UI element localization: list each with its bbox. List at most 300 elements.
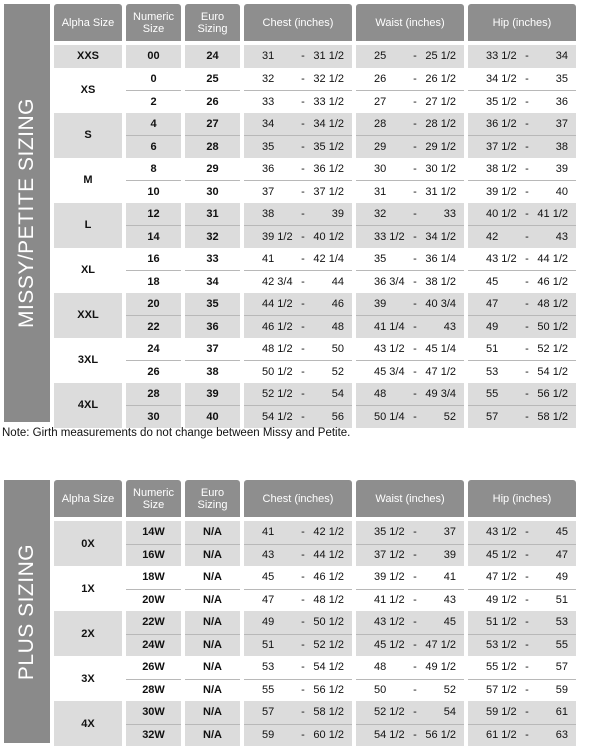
range-dash: - [408, 388, 422, 400]
size-group [244, 566, 352, 611]
waist-max: 28 1/2 [422, 118, 464, 130]
size-group [468, 293, 576, 338]
chest-max: 42 1/4 [310, 253, 352, 265]
waist-min: 31 [356, 186, 408, 198]
size-group [126, 383, 181, 428]
size-group [54, 113, 122, 158]
chest-range [244, 544, 352, 567]
size-group [126, 338, 181, 383]
hip-min: 51 1/2 [468, 616, 520, 628]
waist-min: 35 [356, 253, 408, 265]
hip-min: 38 1/2 [468, 163, 520, 175]
euro-size-cell: 35 [185, 293, 240, 316]
waist-range [356, 589, 464, 612]
range-dash: - [520, 639, 534, 651]
range-dash: - [408, 639, 422, 651]
chest-range [244, 521, 352, 544]
range-dash: - [520, 706, 534, 718]
hip-range [468, 589, 576, 612]
range-dash: - [520, 163, 534, 175]
range-dash: - [296, 253, 310, 265]
waist-range [356, 113, 464, 136]
chest-range [244, 589, 352, 612]
header-alpha: Alpha Size [54, 4, 122, 41]
euro-size-cell: 34 [185, 270, 240, 293]
range-dash: - [296, 684, 310, 696]
euro-size-cell: 31 [185, 203, 240, 226]
waist-range [356, 248, 464, 271]
hip-max: 39 [534, 163, 576, 175]
hip-max: 49 [534, 571, 576, 583]
hip-range [468, 405, 576, 428]
alpha-size-cell: S [54, 113, 122, 158]
chest-max: 36 1/2 [310, 163, 352, 175]
hip-min: 39 1/2 [468, 186, 520, 198]
waist-max: 37 [422, 526, 464, 538]
chest-max: 56 [310, 411, 352, 423]
size-group [185, 656, 240, 701]
size-group [468, 203, 576, 248]
euro-size-cell: 30 [185, 180, 240, 203]
chest-min: 35 [244, 141, 296, 153]
size-group [185, 293, 240, 338]
euro-size-cell: 33 [185, 248, 240, 271]
size-group [244, 248, 352, 293]
waist-range [356, 90, 464, 113]
hip-max: 56 1/2 [534, 388, 576, 400]
waist-max: 54 [422, 706, 464, 718]
size-group [356, 158, 464, 203]
range-dash: - [408, 231, 422, 243]
size-group [54, 383, 122, 428]
range-dash: - [520, 321, 534, 333]
waist-max: 39 [422, 549, 464, 561]
waist-range [356, 158, 464, 181]
hip-range [468, 701, 576, 724]
range-dash: - [520, 594, 534, 606]
waist-range [356, 225, 464, 248]
range-dash: - [520, 661, 534, 673]
numeric-size-cell: 8 [126, 158, 181, 181]
size-group [468, 68, 576, 113]
euro-size-cell: N/A [185, 679, 240, 702]
chest-min: 33 [244, 96, 296, 108]
range-dash: - [408, 50, 422, 62]
range-dash: - [296, 73, 310, 85]
hip-range [468, 113, 576, 136]
chest-range [244, 135, 352, 158]
euro-size-cell: N/A [185, 521, 240, 544]
size-group [126, 521, 181, 566]
range-dash: - [408, 684, 422, 696]
hip-max: 34 [534, 50, 576, 62]
chest-range [244, 360, 352, 383]
waist-min: 45 3/4 [356, 366, 408, 378]
waist-range [356, 634, 464, 657]
size-group [356, 566, 464, 611]
range-dash: - [296, 118, 310, 130]
size-group [468, 521, 576, 566]
numeric-size-cell: 30 [126, 405, 181, 428]
euro-size-cell: 29 [185, 158, 240, 181]
hip-range [468, 611, 576, 634]
chest-range [244, 383, 352, 406]
range-dash: - [408, 276, 422, 288]
chest-min: 44 1/2 [244, 298, 296, 310]
waist-min: 43 1/2 [356, 343, 408, 355]
chest-max: 46 [310, 298, 352, 310]
range-dash: - [520, 684, 534, 696]
hip-max: 63 [534, 729, 576, 741]
range-dash: - [296, 96, 310, 108]
alpha-size-cell: M [54, 158, 122, 203]
numeric-size-cell: 14 [126, 225, 181, 248]
range-dash: - [520, 141, 534, 153]
size-group [356, 383, 464, 428]
size-group [356, 656, 464, 701]
range-dash: - [296, 526, 310, 538]
range-dash: - [520, 50, 534, 62]
chest-max: 54 [310, 388, 352, 400]
hip-max: 58 1/2 [534, 411, 576, 423]
range-dash: - [520, 253, 534, 265]
size-group [185, 203, 240, 248]
hip-max: 50 1/2 [534, 321, 576, 333]
range-dash: - [408, 73, 422, 85]
girth-note: Note: Girth measurements do not change between Missy and Petite. [2, 427, 350, 439]
chest-min: 41 [244, 253, 296, 265]
range-dash: - [520, 366, 534, 378]
size-group [468, 45, 576, 68]
waist-max: 29 1/2 [422, 141, 464, 153]
chest-range [244, 45, 352, 68]
chest-max: 32 1/2 [310, 73, 352, 85]
waist-range [356, 180, 464, 203]
chest-min: 59 [244, 729, 296, 741]
chest-min: 49 [244, 616, 296, 628]
euro-size-cell: N/A [185, 656, 240, 679]
size-group [126, 701, 181, 746]
column-chest [244, 45, 352, 428]
waist-min: 50 [356, 684, 408, 696]
chest-range [244, 701, 352, 724]
waist-max: 43 [422, 321, 464, 333]
hip-min: 55 1/2 [468, 661, 520, 673]
size-grid [50, 4, 576, 428]
hip-range [468, 293, 576, 316]
hip-min: 34 1/2 [468, 73, 520, 85]
waist-range [356, 521, 464, 544]
size-group [356, 45, 464, 68]
numeric-size-cell: 00 [126, 45, 181, 68]
hip-range [468, 225, 576, 248]
hip-max: 37 [534, 118, 576, 130]
column-alpha [54, 521, 122, 746]
euro-size-cell: 36 [185, 315, 240, 338]
waist-range [356, 701, 464, 724]
size-group [54, 521, 122, 566]
range-dash: - [408, 208, 422, 220]
range-dash: - [296, 186, 310, 198]
size-group [126, 113, 181, 158]
chest-range [244, 293, 352, 316]
waist-min: 41 1/4 [356, 321, 408, 333]
hip-range [468, 180, 576, 203]
euro-size-cell: N/A [185, 566, 240, 589]
size-group [185, 611, 240, 656]
size-group [54, 656, 122, 701]
column-hip [468, 521, 576, 746]
range-dash: - [408, 729, 422, 741]
size-group [356, 611, 464, 656]
range-dash: - [408, 96, 422, 108]
waist-max: 49 1/2 [422, 661, 464, 673]
size-group [244, 383, 352, 428]
waist-max: 26 1/2 [422, 73, 464, 85]
size-group [356, 293, 464, 338]
hip-min: 57 [468, 411, 520, 423]
numeric-size-cell: 22W [126, 611, 181, 634]
hip-min: 35 1/2 [468, 96, 520, 108]
numeric-size-cell: 10 [126, 180, 181, 203]
waist-min: 39 [356, 298, 408, 310]
numeric-size-cell: 28 [126, 383, 181, 406]
size-group [126, 611, 181, 656]
chest-range [244, 225, 352, 248]
hip-min: 36 1/2 [468, 118, 520, 130]
header-euro: Euro Sizing [185, 4, 240, 41]
range-dash: - [408, 118, 422, 130]
range-dash: - [296, 50, 310, 62]
waist-min: 26 [356, 73, 408, 85]
chest-range [244, 90, 352, 113]
chest-min: 55 [244, 684, 296, 696]
chest-range [244, 634, 352, 657]
waist-range [356, 338, 464, 361]
range-dash: - [408, 186, 422, 198]
range-dash: - [520, 231, 534, 243]
euro-size-cell: 24 [185, 45, 240, 68]
euro-size-cell: 28 [185, 135, 240, 158]
column-num [126, 521, 181, 746]
range-dash: - [520, 411, 534, 423]
numeric-size-cell: 2 [126, 90, 181, 113]
size-group [356, 338, 464, 383]
range-dash: - [296, 594, 310, 606]
hip-range [468, 158, 576, 181]
hip-max: 51 [534, 594, 576, 606]
hip-range [468, 521, 576, 544]
alpha-size-cell: XS [54, 68, 122, 113]
size-group [185, 68, 240, 113]
range-dash: - [296, 163, 310, 175]
range-dash: - [408, 616, 422, 628]
chest-min: 51 [244, 639, 296, 651]
numeric-size-cell: 14W [126, 521, 181, 544]
size-group [185, 45, 240, 68]
chest-range [244, 611, 352, 634]
header-euro: Euro Sizing [185, 480, 240, 517]
waist-max: 40 3/4 [422, 298, 464, 310]
hip-max: 53 [534, 616, 576, 628]
chest-min: 36 [244, 163, 296, 175]
numeric-size-cell: 24W [126, 634, 181, 657]
waist-max: 33 [422, 208, 464, 220]
waist-range [356, 405, 464, 428]
hip-min: 45 1/2 [468, 549, 520, 561]
hip-range [468, 270, 576, 293]
header-alpha: Alpha Size [54, 480, 122, 517]
size-group [54, 293, 122, 338]
chest-max: 50 [310, 343, 352, 355]
range-dash: - [296, 366, 310, 378]
size-group [244, 293, 352, 338]
size-group [244, 113, 352, 158]
size-group [244, 338, 352, 383]
hip-max: 38 [534, 141, 576, 153]
chest-range [244, 338, 352, 361]
range-dash: - [296, 411, 310, 423]
hip-range [468, 135, 576, 158]
range-dash: - [520, 729, 534, 741]
chest-max: 40 1/2 [310, 231, 352, 243]
alpha-size-cell: 4X [54, 701, 122, 746]
waist-range [356, 68, 464, 91]
hip-max: 52 1/2 [534, 343, 576, 355]
range-dash: - [296, 343, 310, 355]
numeric-size-cell: 32W [126, 724, 181, 746]
chest-min: 50 1/2 [244, 366, 296, 378]
waist-max: 45 1/4 [422, 343, 464, 355]
plus-sizing-table [4, 480, 576, 746]
hip-max: 43 [534, 231, 576, 243]
header-waist: Waist (inches) [356, 4, 464, 41]
waist-range [356, 270, 464, 293]
chest-max: 42 1/2 [310, 526, 352, 538]
hip-max: 55 [534, 639, 576, 651]
size-group [126, 656, 181, 701]
waist-range [356, 656, 464, 679]
waist-max: 43 [422, 594, 464, 606]
size-group [244, 701, 352, 746]
chest-max: 33 1/2 [310, 96, 352, 108]
size-group [185, 113, 240, 158]
range-dash: - [296, 616, 310, 628]
waist-min: 45 1/2 [356, 639, 408, 651]
range-dash: - [408, 661, 422, 673]
column-alpha [54, 45, 122, 428]
numeric-size-cell: 18 [126, 270, 181, 293]
chest-min: 54 1/2 [244, 411, 296, 423]
range-dash: - [520, 73, 534, 85]
euro-size-cell: N/A [185, 701, 240, 724]
size-group [468, 656, 576, 701]
numeric-size-cell: 16W [126, 544, 181, 567]
chest-range [244, 180, 352, 203]
hip-max: 45 [534, 526, 576, 538]
chest-max: 37 1/2 [310, 186, 352, 198]
euro-size-cell: N/A [185, 589, 240, 612]
header-row [50, 4, 576, 41]
header-numeric: Numeric Size [126, 4, 181, 41]
waist-min: 43 1/2 [356, 616, 408, 628]
waist-range [356, 611, 464, 634]
chest-max: 44 [310, 276, 352, 288]
size-group [126, 203, 181, 248]
waist-min: 33 1/2 [356, 231, 408, 243]
hip-min: 59 1/2 [468, 706, 520, 718]
waist-range [356, 383, 464, 406]
size-grid [50, 480, 576, 746]
size-group [356, 701, 464, 746]
range-dash: - [296, 208, 310, 220]
euro-size-cell: 40 [185, 405, 240, 428]
waist-min: 48 [356, 388, 408, 400]
numeric-size-cell: 24 [126, 338, 181, 361]
size-group [468, 113, 576, 158]
header-hip: Hip (inches) [468, 4, 576, 41]
range-dash: - [520, 549, 534, 561]
size-group [54, 158, 122, 203]
range-dash: - [520, 526, 534, 538]
range-dash: - [408, 141, 422, 153]
waist-max: 38 1/2 [422, 276, 464, 288]
euro-size-cell: 39 [185, 383, 240, 406]
size-group [356, 113, 464, 158]
side-label-bar [4, 4, 50, 422]
range-dash: - [408, 321, 422, 333]
hip-max: 41 1/2 [534, 208, 576, 220]
chest-min: 32 [244, 73, 296, 85]
waist-max: 31 1/2 [422, 186, 464, 198]
range-dash: - [408, 343, 422, 355]
range-dash: - [408, 298, 422, 310]
range-dash: - [408, 366, 422, 378]
hip-min: 37 1/2 [468, 141, 520, 153]
waist-min: 50 1/4 [356, 411, 408, 423]
numeric-size-cell: 12 [126, 203, 181, 226]
range-dash: - [520, 208, 534, 220]
hip-range [468, 248, 576, 271]
numeric-size-cell: 20W [126, 589, 181, 612]
hip-range [468, 45, 576, 68]
numeric-size-cell: 4 [126, 113, 181, 136]
waist-min: 37 1/2 [356, 549, 408, 561]
range-dash: - [296, 321, 310, 333]
chest-range [244, 315, 352, 338]
chest-min: 31 [244, 50, 296, 62]
chest-min: 41 [244, 526, 296, 538]
hip-max: 44 1/2 [534, 253, 576, 265]
chest-max: 54 1/2 [310, 661, 352, 673]
waist-min: 35 1/2 [356, 526, 408, 538]
side-label: MISSY/PETITE SIZING [15, 98, 39, 328]
header-waist: Waist (inches) [356, 480, 464, 517]
waist-max: 45 [422, 616, 464, 628]
euro-size-cell: N/A [185, 634, 240, 657]
waist-max: 41 [422, 571, 464, 583]
waist-min: 28 [356, 118, 408, 130]
hip-max: 59 [534, 684, 576, 696]
hip-min: 47 1/2 [468, 571, 520, 583]
column-euro [185, 521, 240, 746]
chest-min: 42 3/4 [244, 276, 296, 288]
chest-range [244, 405, 352, 428]
hip-min: 40 1/2 [468, 208, 520, 220]
size-group [126, 45, 181, 68]
range-dash: - [296, 571, 310, 583]
size-group [185, 701, 240, 746]
